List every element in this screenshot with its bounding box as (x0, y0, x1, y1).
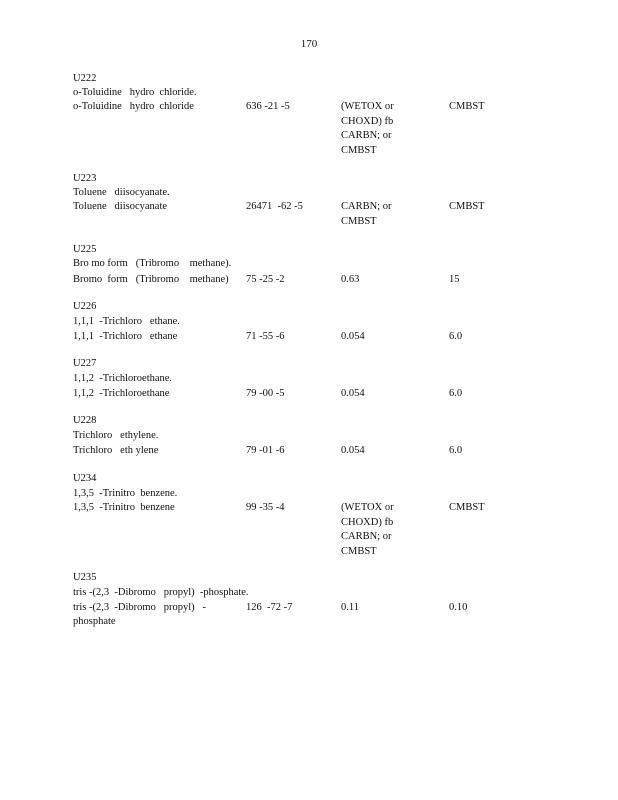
waste-code: U227 (73, 358, 97, 369)
nonwastewater-standard: 6.0 (449, 388, 463, 399)
waste-code: U226 (73, 301, 97, 312)
constituent-name-continuation: phosphate (73, 616, 116, 627)
constituent-name: 1,1,2 -Trichloroethane (73, 388, 170, 399)
waste-code: U223 (73, 173, 97, 184)
waste-description: 1,3,5 -Trinitro benzene. (73, 488, 178, 499)
nonwastewater-standard: 6.0 (449, 331, 463, 342)
constituent-name: 1,3,5 -Trinitro benzene (73, 502, 175, 513)
cas-number: 126 -72 -7 (246, 602, 293, 613)
waste-description: Toluene diisocyanate. (73, 187, 170, 198)
cas-number: 99 -35 -4 (246, 502, 285, 513)
cas-number: 636 -21 -5 (246, 101, 290, 112)
waste-description: o-Toluidine hydro chloride. (73, 87, 197, 98)
nonwastewater-standard: 6.0 (449, 445, 463, 456)
nonwastewater-standard: 15 (449, 274, 460, 285)
wastewater-standard: 0.11 (341, 602, 359, 613)
page-number: 170 (300, 38, 318, 50)
cas-number: 26471 -62 -5 (246, 201, 303, 212)
cas-number: 79 -00 -5 (246, 388, 285, 399)
cas-number: 71 -55 -6 (246, 331, 285, 342)
waste-code: U228 (73, 415, 97, 426)
cas-number: 79 -01 -6 (246, 445, 285, 456)
constituent-name: Trichloro eth ylene (73, 445, 159, 456)
waste-description: Trichloro ethylene. (73, 430, 159, 441)
waste-code: U225 (73, 244, 97, 255)
constituent-name: o-Toluidine hydro chloride (73, 101, 194, 112)
waste-code: U235 (73, 572, 97, 583)
nonwastewater-standard: CMBST (449, 101, 485, 112)
cas-number: 75 -25 -2 (246, 274, 285, 285)
waste-description: Bro mo form (Tribromo methane). (73, 258, 232, 269)
wastewater-standard: 0.054 (341, 388, 365, 399)
wastewater-standard: 0.63 (341, 274, 360, 285)
waste-code: U222 (73, 73, 97, 84)
nonwastewater-standard: 0.10 (449, 602, 468, 613)
wastewater-standard: 0.054 (341, 331, 365, 342)
constituent-name: tris -(2,3 -Dibromo propyl) - (73, 602, 206, 613)
constituent-name: Toluene diisocyanate (73, 201, 168, 212)
wastewater-standard: 0.054 (341, 445, 365, 456)
waste-description: tris -(2,3 -Dibromo propyl) -phosphate. (73, 587, 249, 598)
wastewater-standard: (WETOX or CHOXD) fb CARBN; or CMBST (341, 502, 394, 557)
nonwastewater-standard: CMBST (449, 502, 485, 513)
waste-description: 1,1,2 -Trichloroethane. (73, 373, 173, 384)
constituent-name: 1,1,1 -Trichloro ethane (73, 331, 178, 342)
constituent-name: Bromo form (Tribromo methane) (73, 274, 229, 285)
wastewater-standard: CARBN; or CMBST (341, 201, 392, 227)
waste-description: 1,1,1 -Trichloro ethane. (73, 316, 180, 327)
wastewater-standard: (WETOX or CHOXD) fb CARBN; or CMBST (341, 101, 394, 156)
waste-code: U234 (73, 473, 97, 484)
nonwastewater-standard: CMBST (449, 201, 485, 212)
